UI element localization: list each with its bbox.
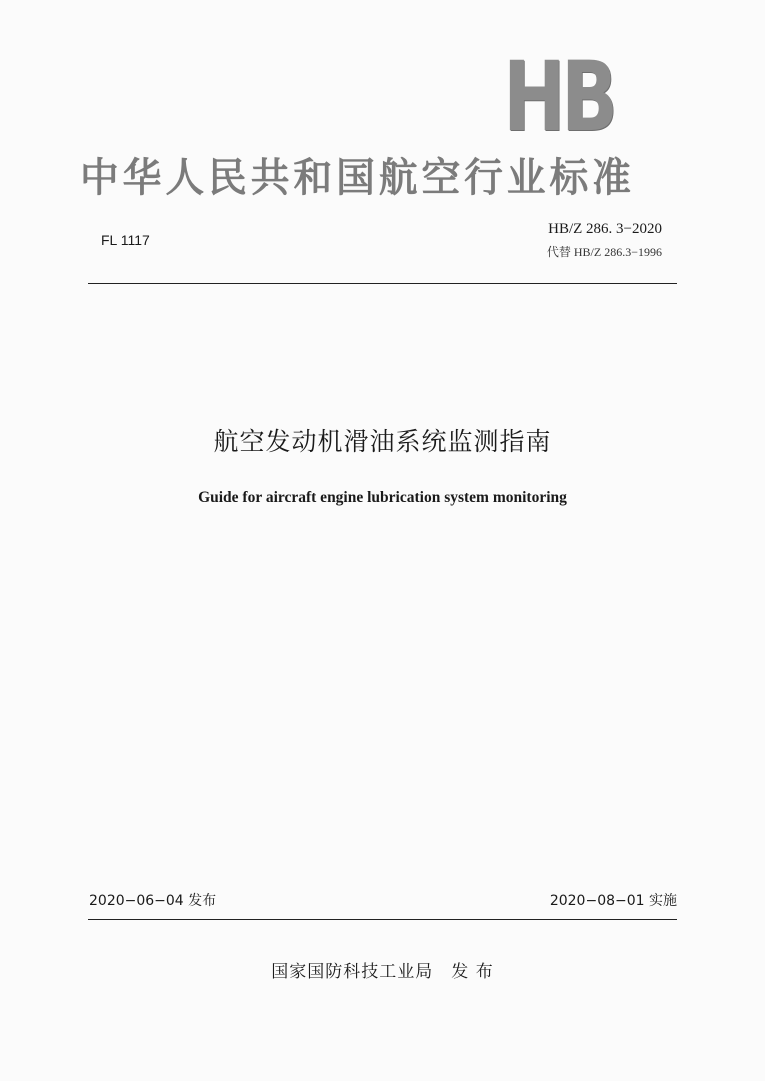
hb-logo: HB	[503, 41, 614, 153]
publisher: 国家国防科技工业局 发 布	[271, 962, 494, 982]
issue-date: 2020−06−04 发布	[89, 893, 217, 909]
bottom-divider	[88, 919, 677, 920]
implementation-date: 2020−08−01 实施	[549, 893, 677, 909]
standard-category-title: 中华人民共和国航空行业标准	[80, 155, 635, 201]
replaces-standard: 代替 HB/Z 286.3−1996	[546, 245, 662, 259]
top-divider	[88, 283, 677, 284]
document-title-english: Guide for aircraft engine lubrication system monitoring	[198, 489, 567, 506]
fl-code: FL 1117	[101, 232, 150, 248]
standard-number: HB/Z 286. 3−2020	[548, 221, 662, 237]
document-title-chinese: 航空发动机滑油系统监测指南	[213, 427, 552, 456]
